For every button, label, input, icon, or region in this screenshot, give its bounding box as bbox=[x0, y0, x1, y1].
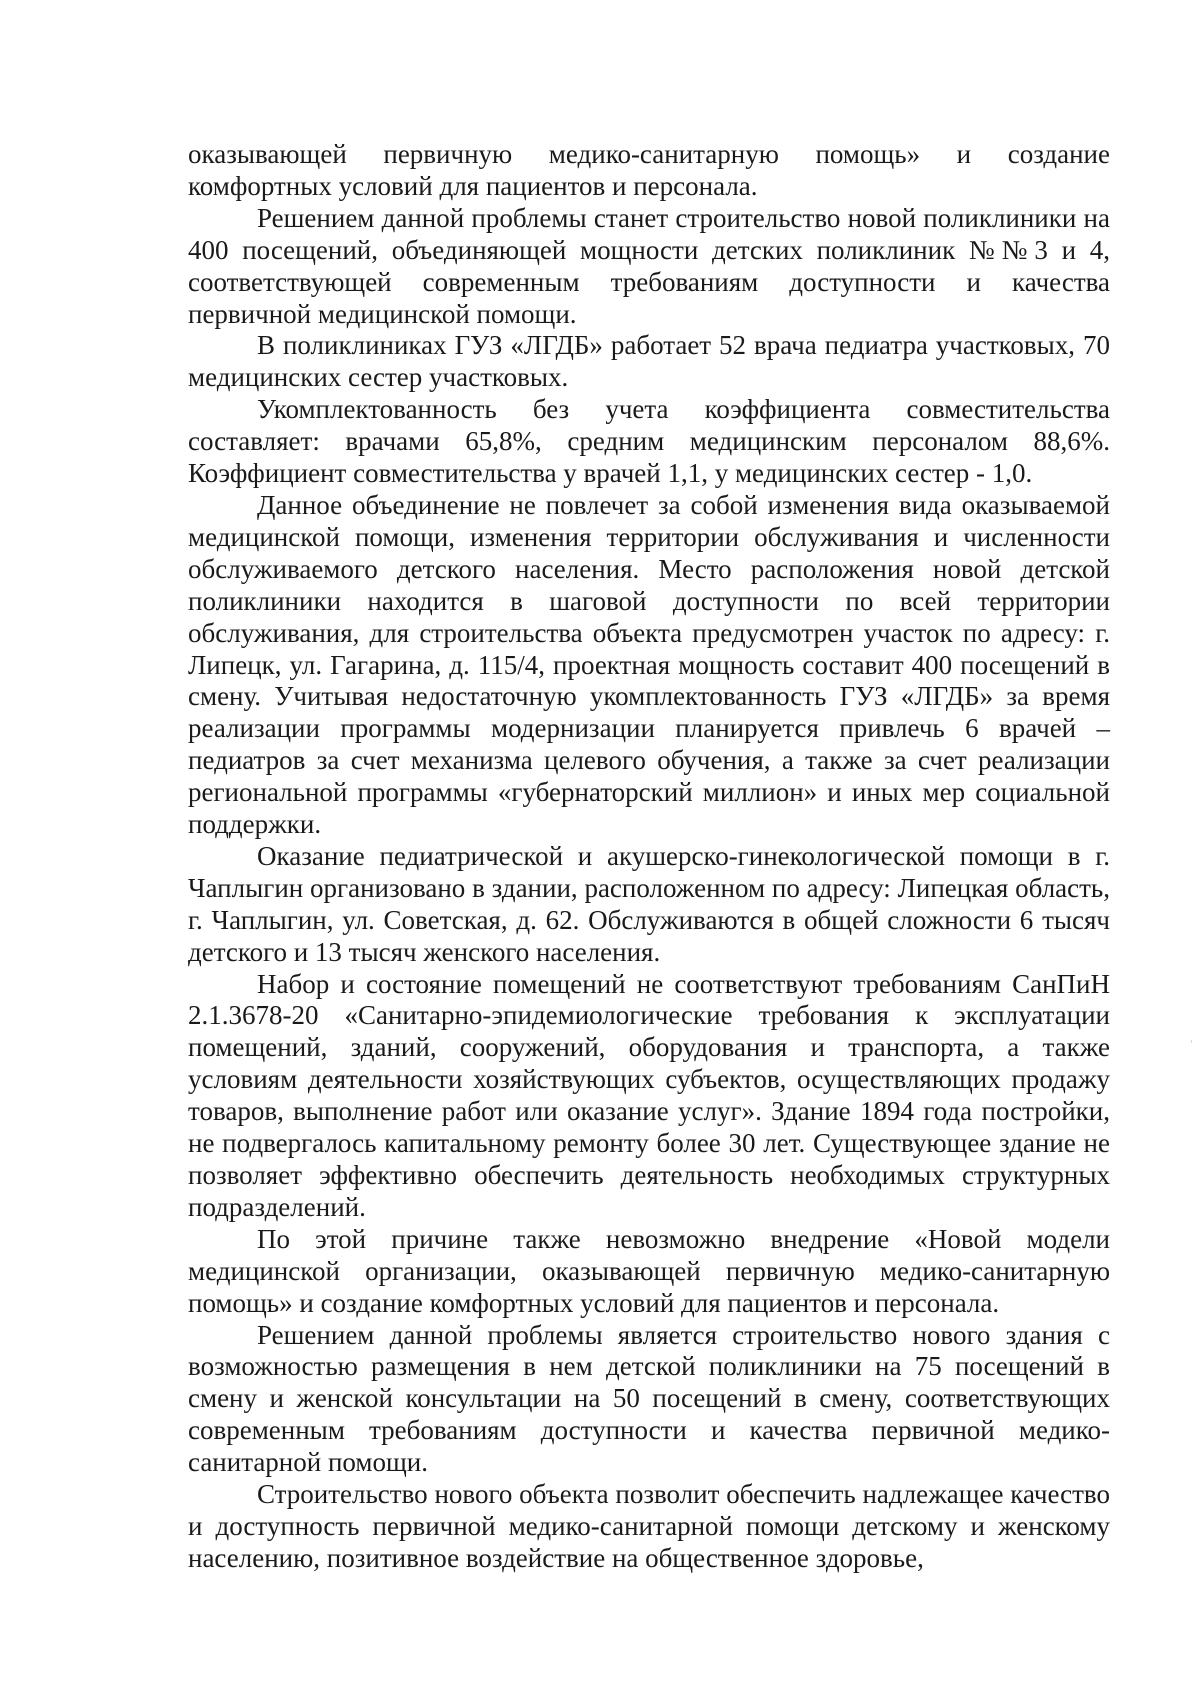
paragraph-4: Данное объединение не повлечет за собой изменения вида оказываемой медицинской помощи, изменения территории обслуживания и численности обслуживаемого детского населения. Место расположения новой детской поликлиники находится в шаговой доступности по всей территории обслуживания, для строительства объекта предусмотрен участок по адресу: г. Липецк, ул. Гагарина, д. 115/4, проектная мощность составит 400 посещений в смену. Учитывая недостаточную укомплектованность ГУЗ «ЛГДБ» за время реализации программы модернизации планируется привлечь 6 врачей – педиатров за счет механизма целевого обучения, а также за счет реализации региональной программы «губернаторский миллион» и иных мер социальной поддержки. bbox=[188, 489, 1110, 840]
paragraph-1: Решением данной проблемы станет строительство новой поликлиники на 400 посещений, объединяющей мощности детских поликлиник №№3 и 4, соответствующей современным требованиям доступности и качества первичной медицинской помощи. bbox=[188, 202, 1110, 329]
paragraph-0: оказывающей первичную медико-санитарную помощь» и создание комфортных условий для пациентов и персонала. bbox=[188, 139, 1110, 201]
paragraph-2: В поликлиниках ГУЗ «ЛГДБ» работает 52 врача педиатра участковых, 70 медицинских сестер участковых. bbox=[188, 330, 1110, 393]
paragraph-9: Строительство нового объекта позволит обеспечить надлежащее качество и доступность первичной медико-санитарной помощи детскому и женскому населению, позитивное воздействие на общественное здоровье, bbox=[188, 1479, 1110, 1573]
paragraph-7: По этой причине также невозможно внедрение «Новой модели медицинской организации, оказывающей первичную медико-санитарную помощь» и создание комфортных условий для пациентов и персонала. bbox=[188, 1223, 1110, 1318]
paragraph-5: Оказание педиатрической и акушерско-гинекологической помощи в г. Чаплыгин организовано в здании, расположенном по адресу: Липецкая область, г. Чаплыгин, ул. Советская, д. 62. Обслуживаются в общей сложности 6 тысяч детского и 13 тысяч женского населения. bbox=[188, 840, 1110, 967]
paragraph-3: Укомплектованность без учета коэффициента совместительства составляет: врачами 65,8%, средним медицинским персоналом 88,6%. Коэффициент совместительства у врачей 1,1, у медицинских сестер - 1,0. bbox=[188, 394, 1110, 489]
paragraph-6: Набор и состояние помещений не соответствуют требованиям СанПиН 2.1.3678-20 «Санитарно-эпидемиологические требования к эксплуатации помещений, зданий, сооружений, оборудования и транспорта, а также условиям деятельности хозяйствующих субъектов, осуществляющих продажу товаров, выполнение работ или оказание услуг». Здание 1894 года постройки, не подвергалось капитальному ремонту более 30 лет. Существующее здание не позволяет эффективно обеспечить деятельность необходимых структурных подразделений. bbox=[188, 968, 1110, 1222]
document-body bbox=[188, 139, 1110, 1575]
scan-artifact bbox=[1191, 1040, 1192, 1043]
paragraph-8: Решением данной проблемы является строительство нового здания с возможностью размещения в нем детской поликлиники на 75 посещений в смену и женской консультации на 50 посещений в смену, соответствующих современным требованиям доступности и качества первичной медико-санитарной помощи. bbox=[188, 1319, 1110, 1478]
